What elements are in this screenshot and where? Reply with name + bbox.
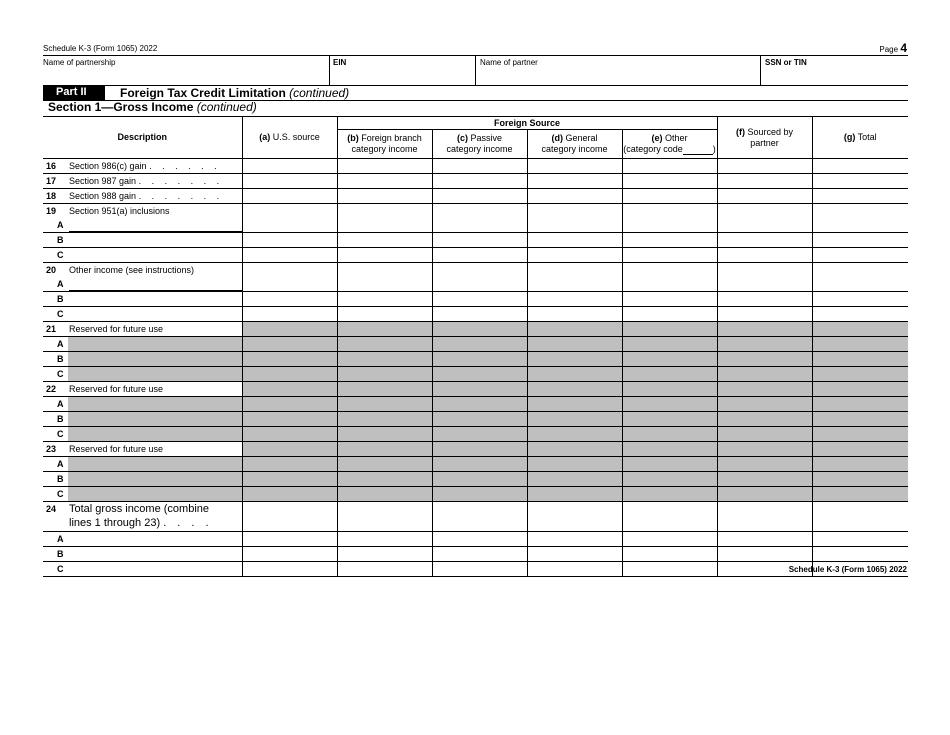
line-21a-b: [337, 337, 432, 352]
line-22-g: [812, 382, 908, 397]
line-19b-e[interactable]: [622, 233, 717, 248]
line-22-desc: 22 Reserved for future use: [43, 382, 242, 397]
table-row: [43, 382, 908, 397]
line-19c-e[interactable]: [622, 248, 717, 263]
line-23c-c: [432, 487, 527, 502]
line-21-label: Reserved for future use: [69, 324, 164, 334]
line-21-desc: 21 Reserved for future use: [43, 322, 242, 337]
line-24b-c[interactable]: [432, 547, 527, 562]
table-row: [43, 367, 908, 382]
line-16-label: Section 986(c) gain . . . . . .: [69, 161, 221, 171]
line-21-a: [242, 322, 337, 337]
line-21a-c: [432, 337, 527, 352]
line-22-f: [717, 382, 812, 397]
line-22c-f: [717, 427, 812, 442]
line-23b-desc: B: [43, 472, 242, 487]
line-19-g: [812, 204, 908, 219]
col-description-header: Description: [43, 117, 242, 159]
line-19b-d[interactable]: [527, 233, 622, 248]
line-16-a[interactable]: [242, 159, 337, 174]
line-20c-desc[interactable]: C: [43, 307, 242, 322]
line-20c-g[interactable]: [812, 307, 908, 322]
line-22c-a: [242, 427, 337, 442]
line-16-e[interactable]: [622, 159, 717, 174]
line-22b-desc: B: [43, 412, 242, 427]
table-row: [43, 159, 908, 174]
section-title-suffix: (continued): [196, 100, 257, 114]
line-20b-desc[interactable]: B: [43, 292, 242, 307]
line-18-a[interactable]: [242, 189, 337, 204]
line-23-d: [527, 442, 622, 457]
line-24b-desc[interactable]: B: [43, 547, 242, 562]
line-21b-e: [622, 352, 717, 367]
line-22c-b: [337, 427, 432, 442]
line-20-b: [337, 263, 432, 278]
line-19b-g[interactable]: [812, 233, 908, 248]
line-23b-d: [527, 472, 622, 487]
table-row: [43, 442, 908, 457]
line-17-e[interactable]: [622, 174, 717, 189]
line-22-a: [242, 382, 337, 397]
header-row-1: [43, 117, 908, 130]
line-19b-b[interactable]: [337, 233, 432, 248]
line-20a-b[interactable]: [337, 277, 432, 292]
line-20b-g[interactable]: [812, 292, 908, 307]
line-19c-d[interactable]: [527, 248, 622, 263]
line-21c-b: [337, 367, 432, 382]
table-row: [43, 218, 908, 233]
col-c-header: (c) Passive category income: [432, 130, 527, 159]
line-20b-e[interactable]: [622, 292, 717, 307]
line-22a-d: [527, 397, 622, 412]
line-24-c[interactable]: [432, 502, 527, 532]
ssn-tin-label: SSN or TIN: [765, 58, 807, 67]
table-row: [43, 204, 908, 219]
line-23a-e: [622, 457, 717, 472]
line-18-b[interactable]: [337, 189, 432, 204]
line-21c-e: [622, 367, 717, 382]
table-row: [43, 352, 908, 367]
line-23c-b: [337, 487, 432, 502]
line-17-desc: 17 Section 987 gain . . . . . . .: [43, 174, 242, 189]
table-row: [43, 292, 908, 307]
line-18-desc: 18 Section 988 gain . . . . . . .: [43, 189, 242, 204]
line-24c-b[interactable]: [337, 562, 432, 577]
line-20a-e[interactable]: [622, 277, 717, 292]
line-18-c[interactable]: [432, 189, 527, 204]
line-19a-e[interactable]: [622, 218, 717, 233]
line-21a-e: [622, 337, 717, 352]
line-22b-b: [337, 412, 432, 427]
line-16-desc: 16 Section 986(c) gain . . . . . .: [43, 159, 242, 174]
line-19b-f[interactable]: [717, 233, 812, 248]
line-19-label: Section 951(a) inclusions: [69, 206, 170, 216]
line-21a-desc: A: [43, 337, 242, 352]
line-21b-desc: B: [43, 352, 242, 367]
ein-label: EIN: [333, 58, 347, 67]
line-22b-c: [432, 412, 527, 427]
line-24a-g[interactable]: [812, 532, 908, 547]
line-24a-c[interactable]: [432, 532, 527, 547]
name-of-partner-label: Name of partner: [480, 58, 538, 67]
part-tag-box: [43, 86, 105, 100]
line-21-e: [622, 322, 717, 337]
table-row: [43, 412, 908, 427]
line-22a-a: [242, 397, 337, 412]
line-19a-f[interactable]: [717, 218, 812, 233]
line-24a-desc[interactable]: A: [43, 532, 242, 547]
page-number: 4: [900, 41, 907, 55]
line-22b-g: [812, 412, 908, 427]
line-19a-d[interactable]: [527, 218, 622, 233]
line-17-d[interactable]: [527, 174, 622, 189]
line-23-b: [337, 442, 432, 457]
line-24a-e[interactable]: [622, 532, 717, 547]
ein-field[interactable]: [330, 55, 475, 85]
col-f-header: (f) Sourced by partner: [717, 117, 812, 159]
section-title: [48, 100, 257, 114]
table-row: [43, 322, 908, 337]
line-21b-g: [812, 352, 908, 367]
line-24-b[interactable]: [337, 502, 432, 532]
line-19-desc: 19 Section 951(a) inclusions: [43, 204, 242, 219]
line-18-d[interactable]: [527, 189, 622, 204]
line-16-b[interactable]: [337, 159, 432, 174]
line-20a-f[interactable]: [717, 277, 812, 292]
col-b-header: (b) Foreign branch category income: [337, 130, 432, 159]
line-23-c: [432, 442, 527, 457]
line-20b-d[interactable]: [527, 292, 622, 307]
line-24-g[interactable]: [812, 502, 908, 532]
line-23a-d: [527, 457, 622, 472]
line-22a-g: [812, 397, 908, 412]
line-19-c: [432, 204, 527, 219]
line-23b-b: [337, 472, 432, 487]
line-24b-b[interactable]: [337, 547, 432, 562]
line-23-a: [242, 442, 337, 457]
table-row: [43, 457, 908, 472]
line-20b-c[interactable]: [432, 292, 527, 307]
line-22c-desc: C: [43, 427, 242, 442]
line-19c-c[interactable]: [432, 248, 527, 263]
line-24-e[interactable]: [622, 502, 717, 532]
line-19a-c[interactable]: [432, 218, 527, 233]
line-20c-e[interactable]: [622, 307, 717, 322]
page-indicator: [879, 41, 907, 55]
table-row: [43, 397, 908, 412]
line-18-e[interactable]: [622, 189, 717, 204]
line-19c-f[interactable]: [717, 248, 812, 263]
line-18-g[interactable]: [812, 189, 908, 204]
line-24b-e[interactable]: [622, 547, 717, 562]
line-24-d[interactable]: [527, 502, 622, 532]
line-22a-b: [337, 397, 432, 412]
form-id-top: Schedule K-3 (Form 1065) 2022: [43, 44, 158, 53]
line-23a-b: [337, 457, 432, 472]
line-22b-a: [242, 412, 337, 427]
line-20c-f[interactable]: [717, 307, 812, 322]
col-g-header: (g) Total: [812, 117, 908, 159]
line-20c-b[interactable]: [337, 307, 432, 322]
line-16-c[interactable]: [432, 159, 527, 174]
line-17-a[interactable]: [242, 174, 337, 189]
part-title: [120, 86, 349, 100]
foreign-source-header: Foreign Source: [337, 117, 717, 130]
ssn-tin-field[interactable]: [761, 55, 908, 85]
table-row: [43, 307, 908, 322]
part-title-suffix: (continued): [289, 86, 350, 100]
line-20-g: [812, 263, 908, 278]
line-16-f[interactable]: [717, 159, 812, 174]
line-19c-a[interactable]: [242, 248, 337, 263]
line-20b-a[interactable]: [242, 292, 337, 307]
line-19c-g[interactable]: [812, 248, 908, 263]
table-row: [43, 487, 908, 502]
page-label: Page: [879, 45, 899, 54]
line-23c-g: [812, 487, 908, 502]
line-24c-d[interactable]: [527, 562, 622, 577]
line-19-b: [337, 204, 432, 219]
line-23a-g: [812, 457, 908, 472]
line-24c-a[interactable]: [242, 562, 337, 577]
col-e-header: (e) Other (category code ): [622, 130, 717, 159]
line-24c-c[interactable]: [432, 562, 527, 577]
line-23b-c: [432, 472, 527, 487]
line-23a-a: [242, 457, 337, 472]
line-22-c: [432, 382, 527, 397]
line-20a-c[interactable]: [432, 277, 527, 292]
part-tag: Part II: [56, 86, 87, 98]
line-21-b: [337, 322, 432, 337]
name-of-partner-field[interactable]: [476, 55, 760, 85]
line-23c-d: [527, 487, 622, 502]
line-19a-desc[interactable]: A: [43, 218, 242, 233]
line-24a-f[interactable]: [717, 532, 812, 547]
line-23-e: [622, 442, 717, 457]
line-20-label: Other income (see instructions): [69, 265, 195, 275]
name-of-partnership-field[interactable]: [43, 55, 329, 85]
line-22-d: [527, 382, 622, 397]
line-22a-e: [622, 397, 717, 412]
line-21c-d: [527, 367, 622, 382]
line-20a-desc[interactable]: A: [43, 277, 242, 292]
line-19-e: [622, 204, 717, 219]
line-24a-a[interactable]: [242, 532, 337, 547]
table-row: [43, 233, 908, 248]
line-24-a[interactable]: [242, 502, 337, 532]
line-19a-a[interactable]: [242, 218, 337, 233]
line-23a-f: [717, 457, 812, 472]
line-24c-e[interactable]: [622, 562, 717, 577]
line-21b-b: [337, 352, 432, 367]
line-21c-c: [432, 367, 527, 382]
part-title-text: Foreign Tax Credit Limitation: [120, 86, 286, 100]
line-24b-a[interactable]: [242, 547, 337, 562]
line-22-e: [622, 382, 717, 397]
line-24b-g[interactable]: [812, 547, 908, 562]
line-24b-d[interactable]: [527, 547, 622, 562]
table-row: [43, 263, 908, 278]
line-24b-f[interactable]: [717, 547, 812, 562]
category-code-input[interactable]: [683, 146, 713, 155]
line-23c-a: [242, 487, 337, 502]
line-20c-a[interactable]: [242, 307, 337, 322]
line-17-c[interactable]: [432, 174, 527, 189]
gross-income-table: [43, 116, 908, 577]
line-24-desc: 24 Total gross income (combine lines 1 through 23) . . . .: [43, 502, 242, 532]
col-d-header: (d) General category income: [527, 130, 622, 159]
table-row: [43, 248, 908, 263]
line-23b-a: [242, 472, 337, 487]
line-24-label: Total gross income (combine lines 1 through 23) . . . .: [69, 503, 213, 529]
line-17-g[interactable]: [812, 174, 908, 189]
line-19b-a[interactable]: [242, 233, 337, 248]
line-19-d: [527, 204, 622, 219]
table-row: [43, 174, 908, 189]
line-21c-desc: C: [43, 367, 242, 382]
line-22c-g: [812, 427, 908, 442]
line-23c-desc: C: [43, 487, 242, 502]
line-21a-a: [242, 337, 337, 352]
line-21-d: [527, 322, 622, 337]
line-22c-e: [622, 427, 717, 442]
line-22-b: [337, 382, 432, 397]
line-19a-b[interactable]: [337, 218, 432, 233]
form-id-footer: Schedule K-3 (Form 1065) 2022: [788, 565, 907, 574]
table-row: [43, 189, 908, 204]
line-17-label: Section 987 gain . . . . . . .: [69, 176, 224, 186]
line-19a-g[interactable]: [812, 218, 908, 233]
line-20a-d[interactable]: [527, 277, 622, 292]
line-20-d: [527, 263, 622, 278]
line-19c-b[interactable]: [337, 248, 432, 263]
line-22c-c: [432, 427, 527, 442]
line-18-f[interactable]: [717, 189, 812, 204]
line-22b-e: [622, 412, 717, 427]
section-title-text: Section 1—Gross Income: [48, 100, 194, 114]
line-23a-desc: A: [43, 457, 242, 472]
line-19b-desc[interactable]: B: [43, 233, 242, 248]
line-21-g: [812, 322, 908, 337]
line-21b-c: [432, 352, 527, 367]
line-20-f: [717, 263, 812, 278]
line-23-desc: 23 Reserved for future use: [43, 442, 242, 457]
line-19c-desc[interactable]: C: [43, 248, 242, 263]
line-20b-b[interactable]: [337, 292, 432, 307]
table-row: [43, 472, 908, 487]
table-row: [43, 502, 908, 532]
line-22a-desc: A: [43, 397, 242, 412]
line-20a-g[interactable]: [812, 277, 908, 292]
line-22b-f: [717, 412, 812, 427]
line-17-b[interactable]: [337, 174, 432, 189]
line-20-a: [242, 263, 337, 278]
line-23-f: [717, 442, 812, 457]
table-row: [43, 547, 908, 562]
line-21c-f: [717, 367, 812, 382]
line-24a-d[interactable]: [527, 532, 622, 547]
line-16-g[interactable]: [812, 159, 908, 174]
line-21a-d: [527, 337, 622, 352]
line-20a-a[interactable]: [242, 277, 337, 292]
line-21b-a: [242, 352, 337, 367]
line-18-label: Section 988 gain . . . . . . .: [69, 191, 224, 201]
table-row: [43, 277, 908, 292]
line-21a-f: [717, 337, 812, 352]
line-23b-e: [622, 472, 717, 487]
line-22c-d: [527, 427, 622, 442]
line-21c-a: [242, 367, 337, 382]
line-22-label: Reserved for future use: [69, 384, 164, 394]
line-19-a: [242, 204, 337, 219]
line-19-f: [717, 204, 812, 219]
line-20-c: [432, 263, 527, 278]
line-21b-f: [717, 352, 812, 367]
line-23-g: [812, 442, 908, 457]
line-24-f[interactable]: [717, 502, 812, 532]
line-23-label: Reserved for future use: [69, 444, 164, 454]
line-21b-d: [527, 352, 622, 367]
line-20b-f[interactable]: [717, 292, 812, 307]
line-22b-d: [527, 412, 622, 427]
line-21-f: [717, 322, 812, 337]
line-22a-f: [717, 397, 812, 412]
line-20c-c[interactable]: [432, 307, 527, 322]
table-row: [43, 337, 908, 352]
line-21c-g: [812, 367, 908, 382]
line-23b-g: [812, 472, 908, 487]
line-20-e: [622, 263, 717, 278]
table-row: [43, 532, 908, 547]
line-20c-d[interactable]: [527, 307, 622, 322]
line-21-c: [432, 322, 527, 337]
line-16-d[interactable]: [527, 159, 622, 174]
col-a-header: (a) U.S. source: [242, 117, 337, 159]
line-24a-b[interactable]: [337, 532, 432, 547]
line-19b-c[interactable]: [432, 233, 527, 248]
line-23b-f: [717, 472, 812, 487]
name-of-partnership-label: Name of partnership: [43, 58, 116, 67]
line-23c-e: [622, 487, 717, 502]
line-20-desc: 20 Other income (see instructions): [43, 263, 242, 278]
line-24c-desc[interactable]: C: [43, 562, 242, 577]
line-21a-g: [812, 337, 908, 352]
line-22a-c: [432, 397, 527, 412]
line-17-f[interactable]: [717, 174, 812, 189]
line-23a-c: [432, 457, 527, 472]
table-row: [43, 562, 908, 577]
line-23c-f: [717, 487, 812, 502]
table-row: [43, 427, 908, 442]
